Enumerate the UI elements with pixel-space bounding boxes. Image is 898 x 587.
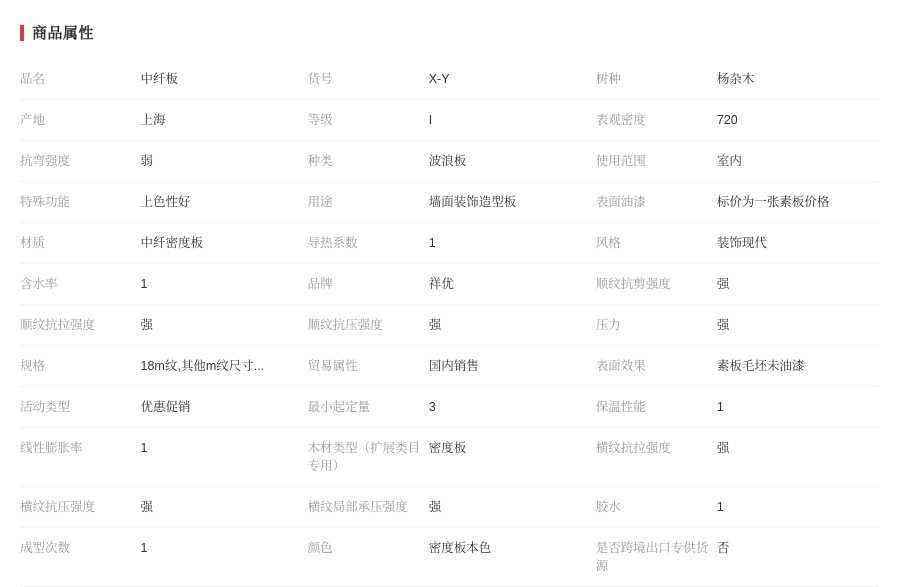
table-row bbox=[20, 428, 878, 487]
attribute-value: 祥优 bbox=[428, 277, 454, 291]
attribute-value: 中纤密度板 bbox=[140, 236, 204, 250]
attribute-value: 强 bbox=[428, 500, 442, 514]
attribute-key: 用途 bbox=[307, 195, 333, 209]
attribute-value: 强 bbox=[716, 318, 730, 332]
attribute-key: 横纹抗压强度 bbox=[20, 500, 96, 514]
section-header bbox=[0, 0, 898, 53]
attribute-key: 颜色 bbox=[307, 541, 333, 555]
attribute-key: 特殊功能 bbox=[20, 195, 71, 209]
table-row bbox=[20, 100, 878, 141]
table-row bbox=[20, 264, 878, 305]
attributes-table bbox=[20, 59, 878, 587]
attribute-value: 1 bbox=[140, 277, 148, 291]
attribute-key: 种类 bbox=[307, 154, 333, 168]
attribute-value: 标价为一张素板价格 bbox=[716, 195, 830, 209]
attribute-key: 横纹抗拉强度 bbox=[595, 441, 671, 455]
attribute-key: 顺纹抗压强度 bbox=[307, 318, 383, 332]
attribute-value: 强 bbox=[140, 500, 154, 514]
attribute-value: 墙面装饰造型板 bbox=[428, 195, 517, 209]
attribute-key: 规格 bbox=[20, 359, 46, 373]
attribute-value: 中纤板 bbox=[140, 72, 179, 86]
attribute-key: 顺纹抗拉强度 bbox=[20, 318, 96, 332]
attribute-key: 是否跨境出口专供货源 bbox=[595, 541, 709, 573]
attribute-value: I bbox=[428, 113, 433, 127]
attribute-value: 室内 bbox=[716, 154, 742, 168]
attribute-key: 材质 bbox=[20, 236, 46, 250]
attribute-key: 横纹局部承压强度 bbox=[307, 500, 408, 514]
table-row bbox=[20, 223, 878, 264]
attribute-key: 树种 bbox=[595, 72, 621, 86]
attribute-value: 国内销售 bbox=[428, 359, 479, 373]
table-row bbox=[20, 387, 878, 428]
attribute-value: 720 bbox=[716, 113, 738, 127]
table-row bbox=[20, 59, 878, 100]
page-title: 商品属性 bbox=[32, 25, 95, 42]
attribute-key: 抗弯强度 bbox=[20, 154, 71, 168]
table-row bbox=[20, 487, 878, 528]
attribute-key: 保温性能 bbox=[595, 400, 646, 414]
attribute-key: 表面效果 bbox=[595, 359, 646, 373]
attribute-value: 18m纹,其他m纹尺寸... bbox=[140, 359, 265, 373]
attribute-value: 1 bbox=[716, 500, 724, 514]
attribute-key: 表观密度 bbox=[595, 113, 646, 127]
attribute-value: 优惠促销 bbox=[140, 400, 191, 414]
attribute-value: 装饰现代 bbox=[716, 236, 767, 250]
attribute-key: 贸易属性 bbox=[307, 359, 358, 373]
attribute-value: 1 bbox=[716, 400, 724, 414]
attribute-value: 上海 bbox=[140, 113, 166, 127]
attribute-key: 品牌 bbox=[307, 277, 333, 291]
attribute-value: 密度板本色 bbox=[428, 541, 492, 555]
attribute-value: 强 bbox=[428, 318, 442, 332]
attribute-value: 强 bbox=[716, 441, 730, 455]
accent-bar-icon bbox=[20, 25, 24, 41]
attribute-key: 木材类型（扩展类目专用） bbox=[307, 441, 421, 473]
attribute-key: 导热系数 bbox=[307, 236, 358, 250]
attribute-key: 品名 bbox=[20, 72, 46, 86]
table-row bbox=[20, 305, 878, 346]
attribute-value: 素板毛坯未油漆 bbox=[716, 359, 805, 373]
attribute-key: 产地 bbox=[20, 113, 46, 127]
attribute-value: 弱 bbox=[140, 154, 154, 168]
attribute-key: 胶水 bbox=[595, 500, 621, 514]
attribute-value: 否 bbox=[716, 541, 730, 555]
attribute-key: 压力 bbox=[595, 318, 621, 332]
attribute-value: 上色性好 bbox=[140, 195, 191, 209]
attribute-value: X-Y bbox=[428, 72, 450, 86]
attribute-key: 顺纹抗剪强度 bbox=[595, 277, 671, 291]
attribute-value: 1 bbox=[140, 441, 148, 455]
attribute-key: 货号 bbox=[307, 72, 333, 86]
table-row bbox=[20, 528, 878, 587]
attribute-key: 风格 bbox=[595, 236, 621, 250]
table-row bbox=[20, 182, 878, 223]
table-row bbox=[20, 346, 878, 387]
attribute-value: 3 bbox=[428, 400, 436, 414]
attribute-key: 表面油漆 bbox=[595, 195, 646, 209]
attribute-value: 强 bbox=[140, 318, 154, 332]
attribute-key: 成型次数 bbox=[20, 541, 71, 555]
attribute-key: 含水率 bbox=[20, 277, 58, 291]
attribute-value: 波浪板 bbox=[428, 154, 467, 168]
table-row bbox=[20, 141, 878, 182]
attribute-key: 线性膨胀率 bbox=[20, 441, 83, 455]
attribute-value: 强 bbox=[716, 277, 730, 291]
attribute-value: 1 bbox=[140, 541, 148, 555]
attribute-value: 1 bbox=[428, 236, 436, 250]
attribute-value: 杨杂木 bbox=[716, 72, 755, 86]
attribute-value: 密度板 bbox=[428, 441, 467, 455]
attribute-key: 活动类型 bbox=[20, 400, 71, 414]
attribute-key: 等级 bbox=[307, 113, 333, 127]
attribute-key: 最小起定量 bbox=[307, 400, 371, 414]
attribute-key: 使用范围 bbox=[595, 154, 646, 168]
